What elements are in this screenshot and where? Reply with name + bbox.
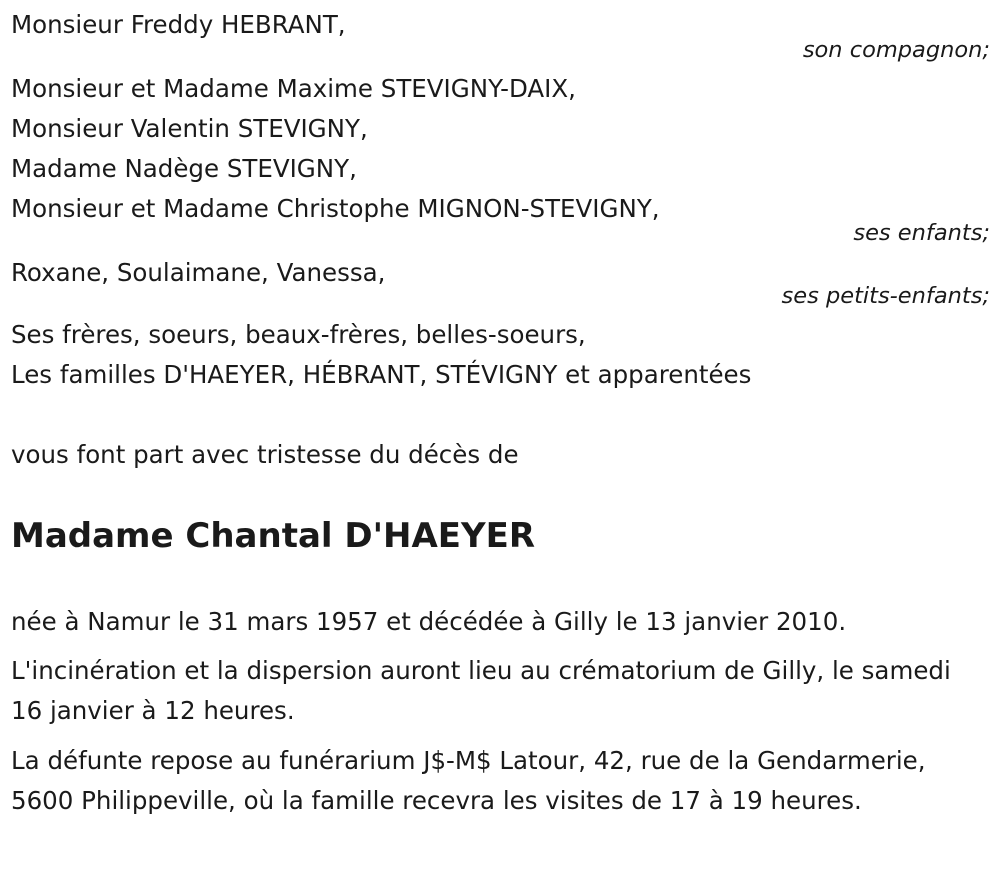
ceremony-details: L'incinération et la dispersion auront lieu au crématorium de Gilly, le samedi 16 janvier à 12 heures.: [11, 656, 951, 725]
children-role: ses enfants;: [853, 220, 990, 246]
siblings-line: Ses frères, soeurs, beaux-frères, belles-soeurs,: [11, 320, 586, 349]
grandchildren-role: ses petits-enfants;: [781, 283, 990, 309]
grandchildren-names: Roxane, Soulaimane, Vanessa,: [11, 258, 386, 287]
partner-name: Monsieur Freddy HEBRANT,: [11, 10, 346, 39]
announcement-text: vous font part avec tristesse du décès de: [11, 440, 519, 469]
families-line: Les familles D'HAEYER, HÉBRANT, STÉVIGNY et apparentées: [11, 360, 752, 389]
viewing-details: La défunte repose au funérarium J$-M$ Latour, 42, rue de la Gendarmerie, 5600 Philippeville, où la famille recevra les visites de 17 à 19 heures.: [11, 746, 926, 815]
child-4: Monsieur et Madame Christophe MIGNON-STEVIGNY,: [11, 194, 660, 223]
birth-death-details: née à Namur le 31 mars 1957 et décédée à Gilly le 13 janvier 2010.: [11, 607, 847, 636]
child-1: Monsieur et Madame Maxime STEVIGNY-DAIX,: [11, 74, 576, 103]
deceased-name: Madame Chantal D'HAEYER: [11, 516, 536, 556]
child-2: Monsieur Valentin STEVIGNY,: [11, 114, 368, 143]
partner-role: son compagnon;: [802, 37, 990, 63]
child-3: Madame Nadège STEVIGNY,: [11, 154, 357, 183]
